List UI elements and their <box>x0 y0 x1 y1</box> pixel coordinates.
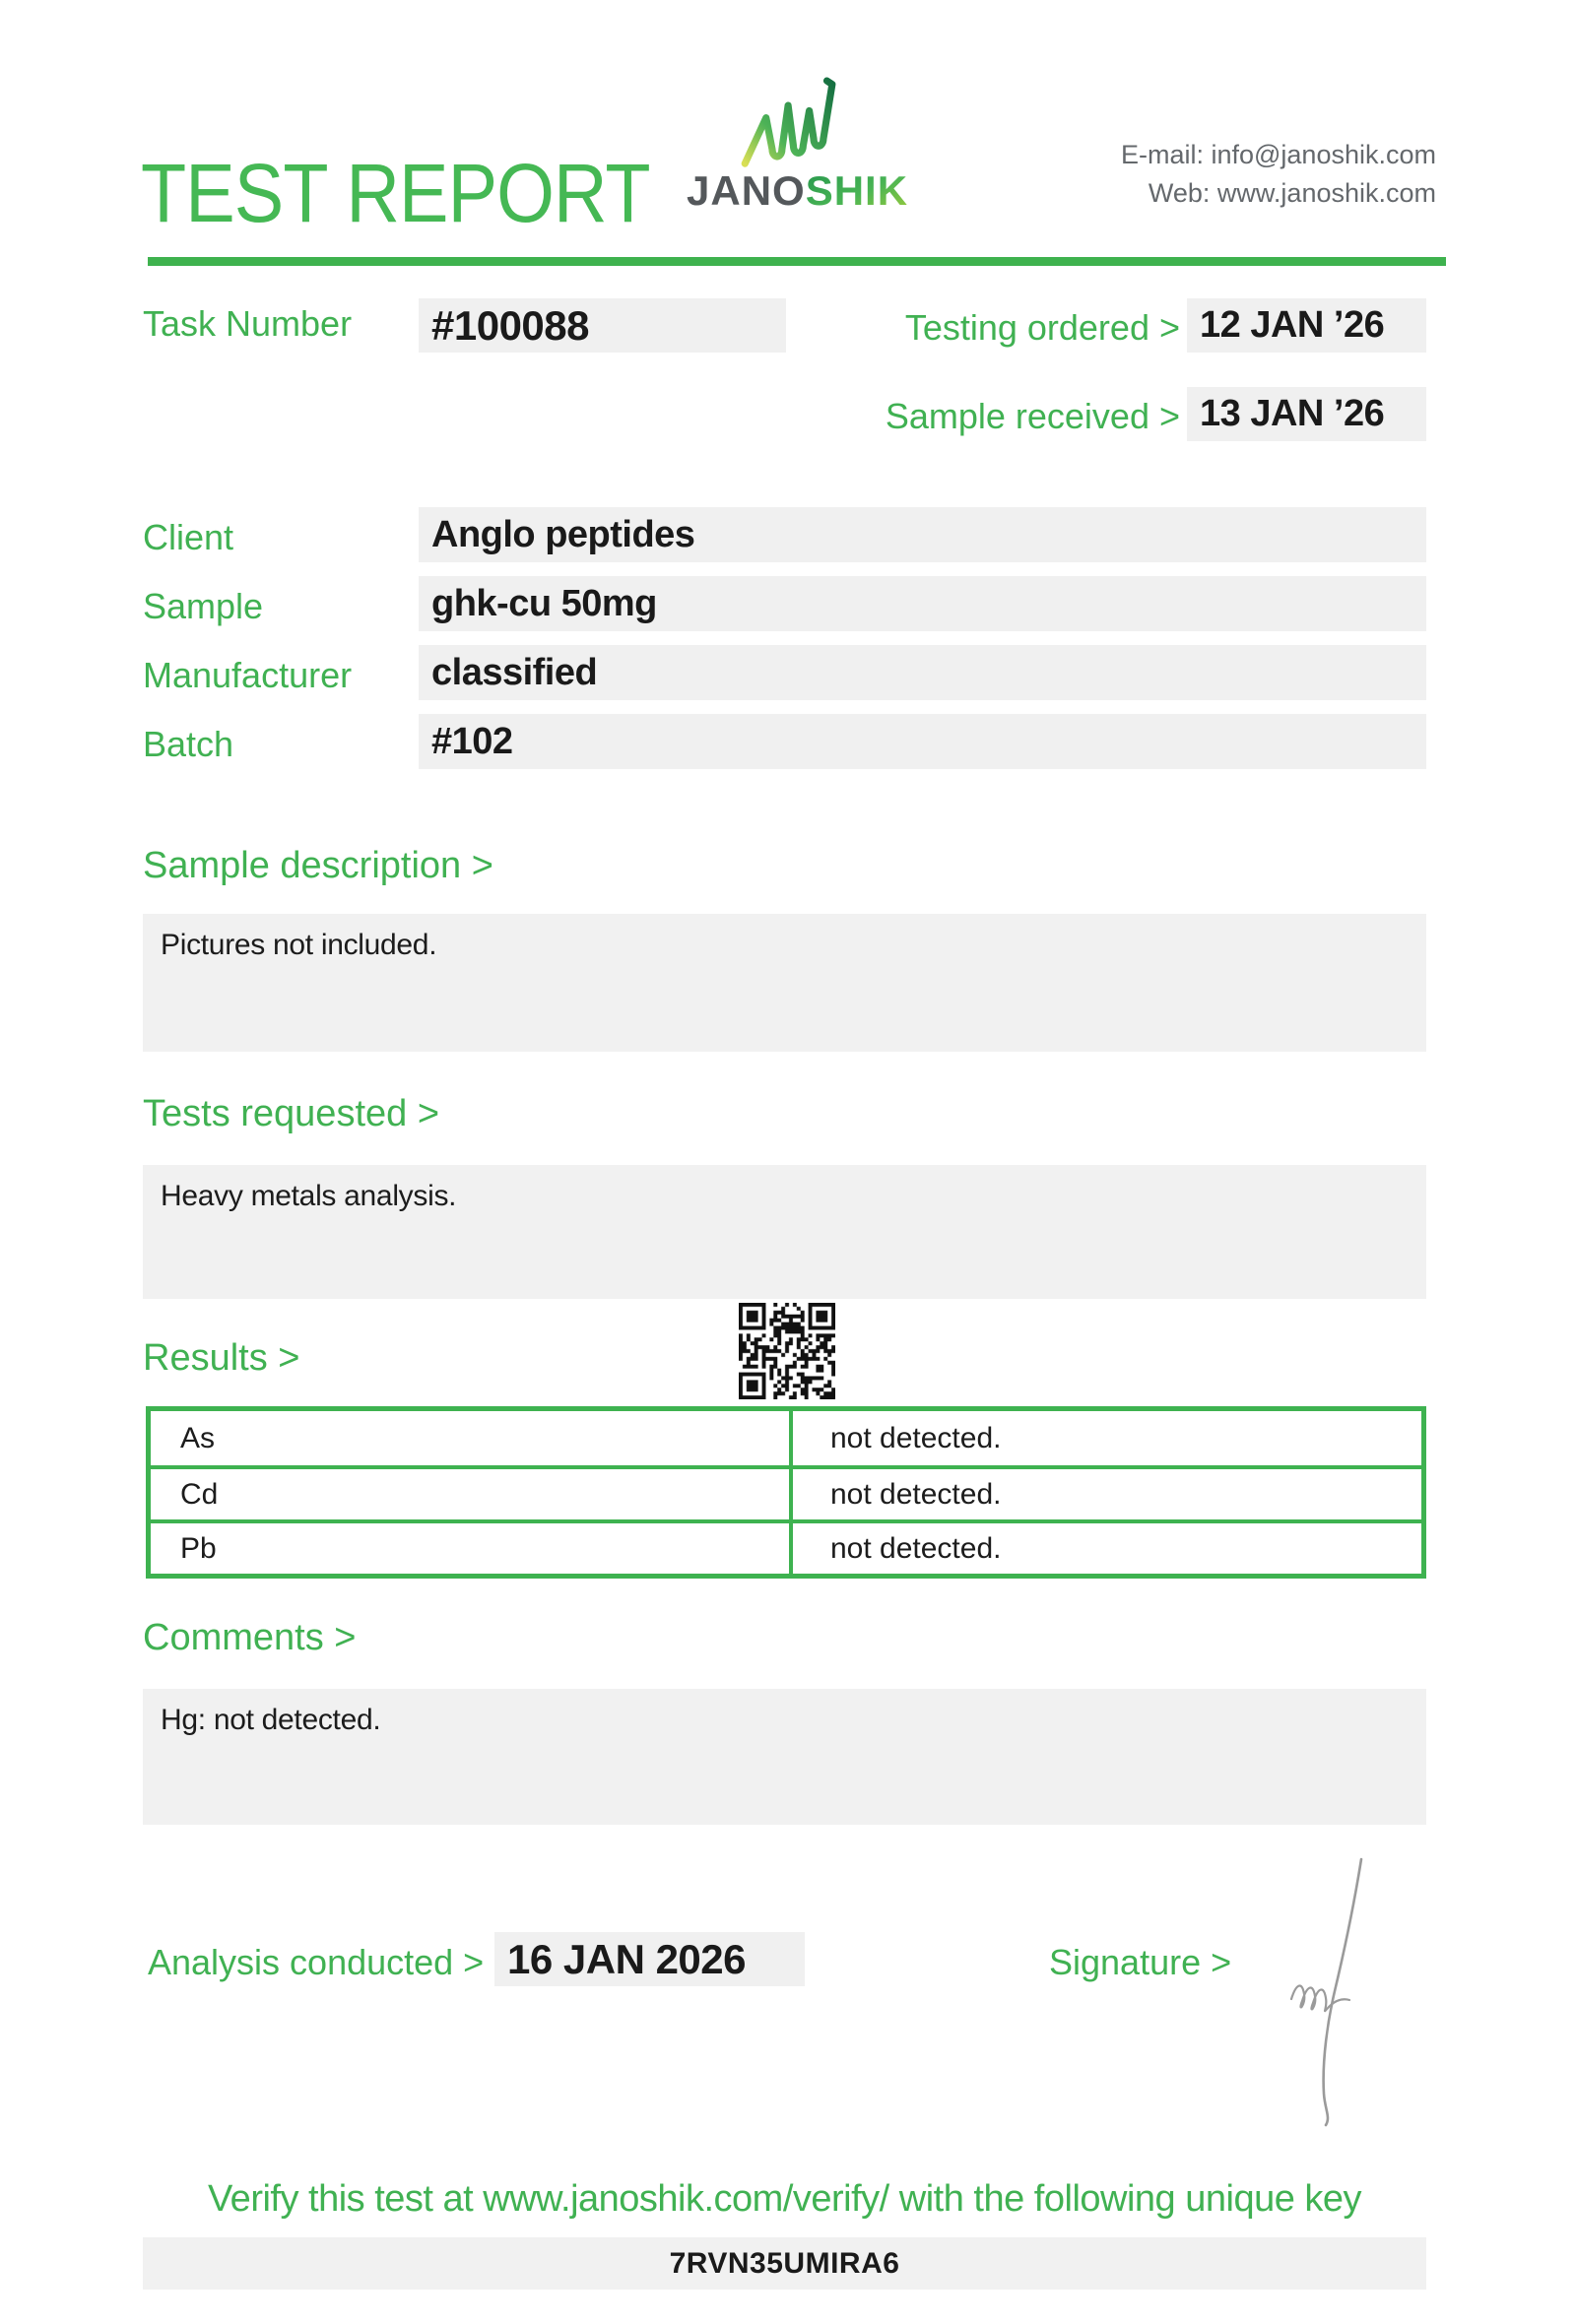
unique-key: 7RVN35UMIRA6 <box>669 2246 900 2280</box>
analyte-cell: Pb <box>151 1523 793 1574</box>
batch-value-box <box>419 714 1426 769</box>
table-row <box>151 1519 1421 1574</box>
client-value: Anglo peptides <box>431 513 695 555</box>
trend-chart-icon <box>739 77 839 169</box>
testing-ordered-label: Testing ordered > <box>904 307 1180 348</box>
table-row <box>151 1465 1421 1519</box>
sample-label: Sample <box>143 586 264 626</box>
qr-code <box>739 1303 835 1399</box>
sample-value: ghk-cu 50mg <box>431 582 657 624</box>
logo-word-dark: JANO <box>687 167 806 214</box>
table-row <box>151 1411 1421 1465</box>
result-cell: not detected. <box>830 1531 1002 1565</box>
comments-panel <box>143 1689 1426 1825</box>
testing-ordered-value: 12 JAN ’26 <box>1200 304 1385 346</box>
batch-value: #102 <box>431 720 513 762</box>
contact-email: E-mail: info@janoshik.com <box>1120 140 1436 169</box>
sample-description-panel <box>143 914 1426 1052</box>
comments-text: Hg: not detected. <box>161 1704 381 1736</box>
signature-scribble <box>1266 1851 1394 2132</box>
sample-received-value-box <box>1187 387 1426 441</box>
results-table <box>146 1406 1426 1579</box>
task-number-value-box <box>419 298 786 353</box>
manufacturer-value-box <box>419 645 1426 700</box>
task-number-label: Task Number <box>143 303 353 344</box>
result-cell: not detected. <box>830 1477 1002 1511</box>
client-label: Client <box>143 517 234 557</box>
sample-received-value: 13 JAN ’26 <box>1200 393 1385 434</box>
sample-received-label: Sample received > <box>885 396 1180 436</box>
batch-label: Batch <box>143 724 234 764</box>
analysis-conducted-value-box <box>494 1932 805 1986</box>
analysis-conducted-label: Analysis conducted > <box>148 1942 485 1982</box>
signature-label: Signature > <box>1049 1942 1232 1982</box>
verify-instruction: Verify this test at www.janoshik.com/verify/ with the following unique key <box>207 2178 1362 2220</box>
header-divider <box>148 257 1446 266</box>
manufacturer-label: Manufacturer <box>143 655 353 695</box>
client-value-box <box>419 507 1426 562</box>
logo-wordmark <box>687 167 908 215</box>
result-cell: not detected. <box>830 1421 1002 1454</box>
tests-requested-heading: Tests requested > <box>143 1093 440 1134</box>
testing-ordered-value-box <box>1187 298 1426 353</box>
task-number-value: #100088 <box>431 301 590 349</box>
contact-block <box>1121 136 1436 213</box>
tests-requested-text: Heavy metals analysis. <box>161 1180 457 1212</box>
sample-description-text: Pictures not included. <box>161 929 437 961</box>
analyte-cell: As <box>151 1411 793 1465</box>
page-title: TEST REPORT <box>141 147 650 239</box>
logo-word-green: SHIK <box>805 167 909 214</box>
sample-description-heading: Sample description > <box>143 845 493 886</box>
manufacturer-value: classified <box>431 651 598 693</box>
tests-requested-panel <box>143 1165 1426 1299</box>
comments-heading: Comments > <box>143 1617 357 1658</box>
sample-value-box <box>419 576 1426 631</box>
unique-key-box <box>143 2237 1426 2290</box>
analyte-cell: Cd <box>151 1469 793 1519</box>
contact-web: Web: www.janoshik.com <box>1148 178 1436 209</box>
analysis-conducted-value: 16 JAN 2026 <box>507 1935 747 1982</box>
results-heading: Results > <box>143 1337 300 1379</box>
